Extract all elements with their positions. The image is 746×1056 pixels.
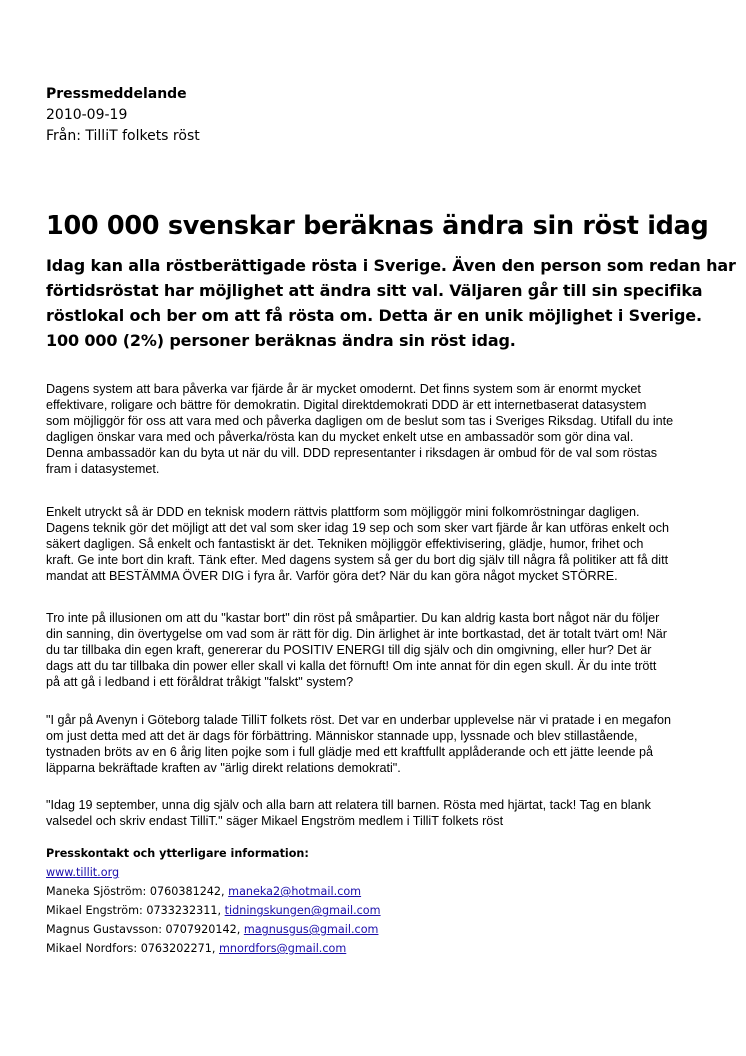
- body-line: tystnaden bröts av en 6 årig liten pojke som i full glädje med ett kraftfullt applåderande och ett jätte leende på: [46, 745, 653, 759]
- document-type-label: Pressmeddelande: [46, 86, 187, 102]
- body-line: mandat att BESTÄMMA ÖVER DIG i fyra år. Varför göra det? När du kan göra något mycket STÖRRE.: [46, 569, 618, 583]
- body-line: om just detta med att det är dags för förbättring. Människor stannade upp, lyssnade och blev stillastående,: [46, 729, 638, 743]
- contact-name-phone: Mikael Nordfors: 0763202271,: [46, 942, 219, 955]
- body-line: Dagens system att bara påverka var fjärde år är mycket omodernt. Det finns system som är enormt mycket: [46, 382, 641, 396]
- website-link[interactable]: www.tillit.org: [46, 866, 120, 879]
- release-meta: [46, 84, 200, 147]
- body-paragraph-1: [46, 381, 706, 477]
- body-paragraph-4: [46, 712, 706, 776]
- body-line: din sanning, din övertygelse om vad som är rätt för dig. Din ärlighet är inte bortkastad, det är totalt tvärt om! När: [46, 627, 667, 641]
- body-line: Dagens teknik gör det möjligt att det val som sker idag 19 sep och som sker vart fjärde år kan utföras enkelt och: [46, 521, 669, 535]
- contact-name-phone: Maneka Sjöström: 0760381242,: [46, 885, 229, 898]
- contact-row: [46, 920, 381, 939]
- contact-name-phone: Magnus Gustavsson: 0707920142,: [46, 923, 244, 936]
- body-line: Denna ambassadör kan du byta ut när du vill. DDD representanter i riksdagen är ombud för de val som röstas: [46, 446, 658, 460]
- contact-row: [46, 882, 381, 901]
- lead-line: Idag kan alla röstberättigade rösta i Sverige. Även den person som redan har: [46, 256, 736, 275]
- lead-line: 100 000 (2%) personer beräknas ändra sin röst idag.: [46, 331, 516, 350]
- contact-email-link[interactable]: magnusgus@gmail.com: [243, 923, 379, 936]
- body-line: läpparna bekräftade kraften av "ärlig direkt relations demokrati".: [46, 761, 401, 775]
- body-line: Tro inte på illusionen om att du "kastar bort" din röst på småpartier. Du kan aldrig kasta bort något när du följer: [46, 611, 660, 625]
- body-paragraph-2: [46, 504, 706, 584]
- lead-line: förtidsröstat har möjlighet att ändra sitt val. Väljaren går till sin specifika: [46, 281, 703, 300]
- headline: 100 000 svenskar beräknas ändra sin röst idag: [46, 211, 709, 241]
- body-line: fram i datasystemet.: [46, 462, 160, 476]
- body-line: kraft. Ge inte bort din kraft. Tänk efter. Med dagens system så ger du bort dig själv till några få politiker att få ditt: [46, 553, 669, 567]
- body-line: på att gå i ledband i ett föråldrat tråkigt "falskt" system?: [46, 675, 354, 689]
- body-paragraph-5: [46, 797, 706, 829]
- body-line: säkert dagligen. Så enkelt och fantastiskt är det. Tekniken möjliggör effektivisering, glädje, humor, frihet och: [46, 537, 644, 551]
- contact-row: [46, 939, 381, 958]
- body-line: du tar tillbaka din egen kraft, genererar du POSITIV ENERGI till dig själv och din omgivning, eller hur? Det är: [46, 643, 652, 657]
- body-line: "Idag 19 september, unna dig själv och alla barn att relatera till barnen. Rösta med hjärtat, tack! Tag en blank: [46, 798, 651, 812]
- press-contact-block: [46, 844, 381, 958]
- contact-name-phone: Mikael Engström: 0733232311,: [46, 904, 225, 917]
- contact-email-link[interactable]: maneka2@hotmail.com: [228, 885, 362, 898]
- body-line: dags att du tar tillbaka din power eller skall vi kalla det förnuft! Om inte annat för din egen skull. Är du inte trött: [46, 659, 657, 673]
- contact-email-link[interactable]: mnordfors@gmail.com: [219, 942, 347, 955]
- contact-row: [46, 901, 381, 920]
- body-line: "I går på Avenyn i Göteborg talade TilliT folkets röst. Det var en underbar upplevelse när vi pratade i en megafon: [46, 713, 671, 727]
- body-line: valsedel och skriv endast TilliT." säger Mikael Engström medlem i TilliT folkets röst: [46, 814, 504, 828]
- body-line: som möjliggör för oss att vara med och påverka dagligen om de beslut som tas i Sveriges Riksdag. Utifall du inte: [46, 414, 674, 428]
- body-paragraph-3: [46, 610, 706, 690]
- release-sender: Från: TilliT folkets röst: [46, 128, 200, 144]
- lead-paragraph: [46, 253, 736, 353]
- contact-email-link[interactable]: tidningskungen@gmail.com: [224, 904, 381, 917]
- body-line: dagligen önskar vara med och påverka/rösta kan du mycket enkelt utse en ambassadör som gör dina val.: [46, 430, 634, 444]
- release-date: 2010-09-19: [46, 107, 128, 123]
- body-line: Enkelt utryckt så är DDD en teknisk modern rättvis plattform som möjliggör mini folkomröstningar dagligen.: [46, 505, 640, 519]
- body-line: effektivare, roligare och bättre för demokratin. Digital direktdemokrati DDD är ett internetbaserat datasystem: [46, 398, 647, 412]
- lead-line: röstlokal och ber om att få rösta om. Detta är en unik möjlighet i Sverige.: [46, 306, 702, 325]
- press-contact-heading: Presskontakt och ytterligare information:: [46, 847, 309, 860]
